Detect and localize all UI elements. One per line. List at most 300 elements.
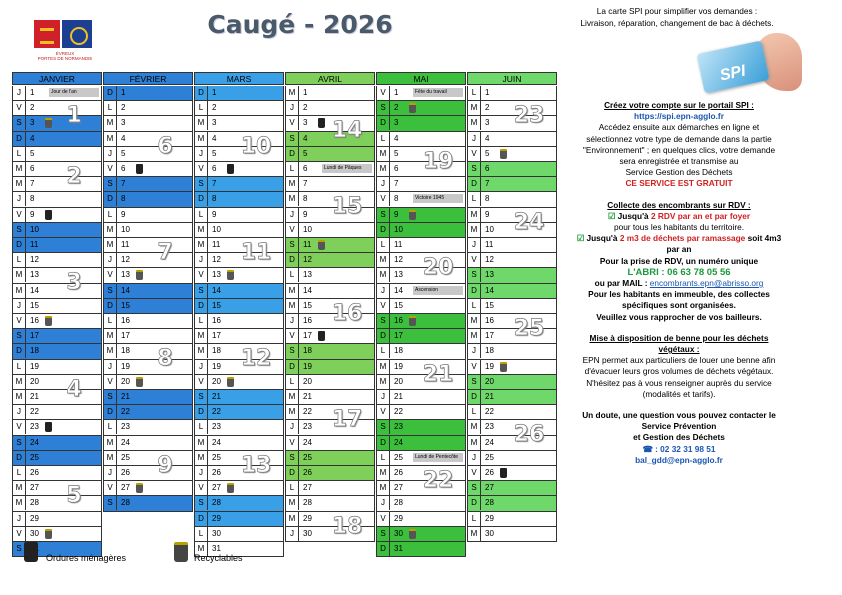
day-number: 14 [485, 285, 494, 295]
bulky-heading: Collecte des encombrants sur RDV : [607, 199, 751, 210]
day-row [12, 420, 102, 435]
week-number: 6 [157, 133, 173, 159]
day-row [285, 177, 375, 192]
weekday-letter: M [286, 496, 299, 510]
day-number: 15 [485, 300, 494, 310]
bulky-line-3: par an [666, 244, 692, 255]
day-number: 5 [121, 148, 126, 158]
day-row [12, 405, 102, 420]
day-row [285, 253, 375, 268]
weekday-letter: J [13, 192, 26, 206]
day-number: 29 [212, 513, 221, 523]
weekday-letter: D [286, 466, 299, 480]
day-row [103, 481, 193, 496]
day-row [194, 329, 284, 344]
day-number: 28 [212, 498, 221, 508]
spi-url-link[interactable]: https://spi.epn-agglo.fr [634, 111, 724, 122]
day-number: 1 [121, 88, 126, 97]
weekday-letter: V [468, 253, 481, 267]
weekday-letter: V [468, 466, 481, 480]
weekday-letter: S [195, 390, 208, 404]
day-row [285, 238, 375, 253]
day-number: 8 [212, 194, 217, 204]
day-number: 24 [485, 437, 494, 447]
weekday-letter: D [468, 284, 481, 298]
day-number: 5 [303, 148, 308, 158]
day-number: 18 [212, 346, 221, 356]
day-number: 20 [30, 376, 39, 386]
weekday-letter: M [377, 162, 390, 176]
day-number: 25 [485, 452, 494, 462]
day-row [103, 101, 193, 116]
day-number: 24 [121, 437, 130, 447]
day-number: 8 [485, 194, 490, 204]
day-row [467, 192, 557, 207]
day-number: 12 [394, 255, 403, 265]
day-number: 1 [303, 88, 308, 97]
day-row [12, 451, 102, 466]
day-number: 10 [394, 224, 403, 234]
day-row [467, 344, 557, 359]
day-row [376, 314, 466, 329]
day-row [285, 101, 375, 116]
day-number: 18 [485, 346, 494, 356]
day-number: 16 [30, 316, 39, 325]
day-row [194, 375, 284, 390]
weekday-letter: D [13, 451, 26, 465]
weekday-letter: V [195, 481, 208, 495]
recycling-bin-icon [45, 316, 52, 326]
day-row [12, 86, 102, 101]
day-row [103, 162, 193, 177]
day-number: 11 [394, 240, 403, 249]
weekday-letter: V [104, 481, 117, 495]
weekday-letter: M [286, 192, 299, 206]
day-number: 16 [303, 316, 312, 325]
day-row [467, 253, 557, 268]
month-header: JUIN [467, 72, 557, 85]
weekday-letter: S [104, 390, 117, 404]
weekday-letter: M [286, 405, 299, 419]
day-row [376, 344, 466, 359]
building-text-3: Veuillez vous rapprocher de vos bailleurs. [596, 311, 762, 322]
day-number: 6 [394, 164, 399, 173]
recycling-bin-icon [409, 529, 416, 539]
day-number: 5 [394, 148, 399, 158]
week-number: 13 [240, 452, 272, 478]
day-row [103, 375, 193, 390]
weekday-letter: J [104, 147, 117, 161]
day-number: 14 [394, 285, 403, 295]
day-row [103, 390, 193, 405]
green-text-2: d'évacuer leurs gros volumes de déchets végétaux. [584, 366, 774, 377]
weekday-letter: S [195, 177, 208, 191]
weekday-letter: L [195, 420, 208, 434]
day-row [103, 192, 193, 207]
weekday-letter: D [286, 253, 299, 267]
spi-card-image [698, 33, 806, 95]
day-row [12, 192, 102, 207]
weekday-letter: J [286, 314, 299, 328]
weekday-letter: V [377, 192, 390, 206]
day-row [194, 299, 284, 314]
day-number: 13 [485, 270, 494, 280]
logo-line-1: ÉVREUX [55, 51, 75, 56]
recycling-bin-icon [136, 483, 143, 493]
day-row [285, 268, 375, 283]
day-number: 26 [212, 468, 221, 477]
weekday-letter: S [468, 481, 481, 495]
day-number: 30 [303, 528, 312, 538]
weekday-letter: M [468, 223, 481, 237]
day-number: 1 [485, 88, 490, 97]
day-row [376, 223, 466, 238]
day-number: 31 [212, 544, 221, 553]
spi-text-1: Accédez ensuite aux démarches en ligne et [598, 122, 760, 133]
weekday-letter: S [195, 496, 208, 510]
weekday-letter: L [468, 405, 481, 419]
day-row [285, 436, 375, 451]
bulky-line-1 [566, 211, 792, 222]
day-row [103, 268, 193, 283]
weekday-letter: S [286, 344, 299, 358]
weekday-letter: M [377, 253, 390, 267]
week-number: 2 [66, 164, 82, 189]
week-number: 20 [422, 255, 454, 281]
day-row [103, 436, 193, 451]
day-number: 30 [394, 528, 403, 538]
weekday-letter: M [468, 329, 481, 343]
day-row [467, 481, 557, 496]
day-row [103, 329, 193, 344]
day-number: 11 [485, 240, 494, 249]
day-row [285, 344, 375, 359]
day-number: 8 [394, 194, 399, 204]
month-3 [285, 72, 375, 539]
day-row [467, 360, 557, 375]
day-number: 11 [303, 240, 312, 249]
day-number: 2 [212, 103, 217, 113]
day-number: 10 [485, 224, 494, 234]
day-row [194, 268, 284, 283]
day-number: 10 [30, 224, 39, 234]
day-row [285, 466, 375, 481]
day-number: 23 [121, 422, 130, 432]
day-row [467, 390, 557, 405]
weekday-letter: D [104, 86, 117, 100]
weekday-letter: M [195, 436, 208, 450]
day-number: 21 [212, 392, 221, 401]
day-number: 18 [121, 346, 130, 356]
bulky-line-1-post: pour tous les habitants du territoire. [613, 222, 745, 233]
day-number: 24 [303, 437, 312, 447]
weekday-letter: M [13, 177, 26, 191]
day-number: 3 [394, 118, 399, 128]
weekday-letter: J [468, 238, 481, 252]
weekday-letter: V [13, 420, 26, 434]
day-row [285, 390, 375, 405]
day-row [467, 496, 557, 511]
day-number: 25 [394, 452, 403, 462]
day-number: 13 [394, 270, 403, 280]
week-number: 24 [513, 209, 545, 235]
weekday-letter: D [13, 238, 26, 252]
day-number: 13 [121, 270, 130, 280]
checkbox-icon: ☑ [607, 210, 616, 221]
weekday-letter: M [468, 527, 481, 541]
day-row [285, 147, 375, 162]
household-bin-icon [24, 542, 38, 562]
day-row [467, 512, 557, 527]
day-row [376, 405, 466, 420]
day-row [194, 512, 284, 527]
household-bin-icon [227, 164, 234, 174]
day-row [103, 299, 193, 314]
weekday-letter: M [468, 101, 481, 115]
day-row [103, 405, 193, 420]
day-number: 2 [30, 103, 35, 113]
day-row [376, 86, 466, 101]
weekday-letter: L [13, 253, 26, 267]
weekday-letter: L [286, 162, 299, 176]
day-number: 24 [30, 437, 39, 447]
legend-recycling-label: Recyclables [194, 553, 243, 563]
day-row [467, 147, 557, 162]
day-number: 6 [30, 164, 35, 173]
weekday-letter: S [13, 223, 26, 237]
weekday-letter: J [195, 147, 208, 161]
spi-text-5: Service Gestion des Déchets [625, 167, 733, 178]
weekday-letter: S [377, 314, 390, 328]
day-number: 24 [212, 437, 221, 447]
day-number: 16 [394, 316, 403, 325]
day-row [376, 116, 466, 131]
day-number: 15 [121, 300, 130, 310]
day-number: 19 [212, 361, 221, 371]
week-number: 26 [513, 422, 545, 448]
day-row [376, 132, 466, 147]
day-row [376, 208, 466, 223]
day-number: 2 [394, 103, 399, 113]
weekday-letter: J [377, 496, 390, 510]
day-number: 2 [121, 103, 126, 113]
day-row [467, 177, 557, 192]
contact-email-link[interactable]: bal_gdd@epn-agglo.fr [635, 454, 723, 465]
green-heading-2: végétaux : [658, 344, 700, 355]
weekday-letter: M [468, 116, 481, 130]
day-number: 29 [394, 513, 403, 523]
weekday-letter: L [195, 208, 208, 222]
day-number: 19 [30, 361, 39, 371]
weekday-letter: J [286, 208, 299, 222]
day-number: 18 [303, 346, 312, 356]
day-number: 1 [212, 88, 217, 97]
weekday-letter: M [104, 451, 117, 465]
weekday-letter: M [377, 481, 390, 495]
day-row [285, 162, 375, 177]
weekday-letter: L [104, 101, 117, 115]
day-number: 9 [303, 209, 308, 219]
weekday-letter: S [13, 116, 26, 130]
weekday-letter: L [13, 360, 26, 374]
weekday-letter: S [377, 101, 390, 115]
day-row [285, 451, 375, 466]
day-number: 5 [212, 148, 217, 158]
day-row [194, 390, 284, 405]
spi-heading: Créez votre compte sur le portail SPI : [604, 100, 754, 110]
weekday-letter: V [13, 208, 26, 222]
weekday-letter: V [286, 329, 299, 343]
day-number: 20 [394, 376, 403, 386]
weekday-letter: M [286, 86, 299, 100]
page-title: Caugé - 2026 [207, 10, 393, 39]
recycling-bin-icon [227, 270, 234, 280]
day-row [194, 162, 284, 177]
day-number: 25 [121, 452, 130, 462]
week-number: 15 [331, 194, 363, 220]
recycling-bin-icon [409, 210, 416, 220]
day-number: 6 [485, 164, 490, 173]
weekday-letter: J [286, 420, 299, 434]
day-row [467, 238, 557, 253]
day-number: 22 [303, 407, 312, 417]
contact-phone[interactable]: ☎ : 02 32 31 98 51 [642, 443, 716, 454]
day-number: 23 [303, 422, 312, 432]
weekday-letter: V [468, 147, 481, 161]
day-row [285, 481, 375, 496]
day-number: 17 [303, 331, 312, 341]
recycling-bin-icon [45, 118, 52, 128]
day-number: 17 [394, 331, 403, 341]
day-row [194, 314, 284, 329]
day-number: 16 [485, 316, 494, 325]
day-row [194, 177, 284, 192]
day-row [194, 496, 284, 511]
recycling-bin-icon [318, 240, 325, 250]
weekday-letter: V [286, 223, 299, 237]
weekday-letter: J [13, 405, 26, 419]
weekday-letter: L [377, 132, 390, 146]
day-row [376, 284, 466, 299]
day-number: 10 [303, 224, 312, 234]
weekday-letter: M [286, 390, 299, 404]
day-number: 23 [485, 422, 494, 432]
day-number: 4 [121, 133, 126, 143]
day-number: 18 [394, 346, 403, 356]
day-number: 7 [303, 179, 308, 189]
day-row [194, 86, 284, 101]
day-number: 22 [394, 407, 403, 417]
month-header: FÉVRIER [103, 72, 193, 85]
day-number: 15 [30, 300, 39, 310]
weekday-letter: M [104, 223, 117, 237]
weekday-letter: V [104, 268, 117, 282]
day-row [285, 223, 375, 238]
day-number: 29 [485, 513, 494, 523]
weekday-letter: D [195, 405, 208, 419]
month-header: AVRIL [285, 72, 375, 85]
day-row [12, 147, 102, 162]
household-bin-icon [45, 422, 52, 432]
weekday-letter: M [377, 375, 390, 389]
weekday-letter: L [377, 238, 390, 252]
day-row [376, 451, 466, 466]
day-number: 20 [121, 376, 130, 386]
day-row [103, 496, 193, 511]
day-number: 28 [303, 498, 312, 508]
day-row [467, 162, 557, 177]
weekday-letter: M [13, 162, 26, 176]
day-number: 9 [394, 209, 399, 219]
weekday-letter: V [468, 360, 481, 374]
month-header: MARS [194, 72, 284, 85]
week-number: 19 [422, 148, 454, 174]
day-number: 3 [303, 118, 308, 128]
day-number: 21 [394, 392, 403, 401]
day-number: 8 [303, 194, 308, 204]
weekday-letter: V [377, 299, 390, 313]
weekday-letter: V [13, 314, 26, 328]
weekday-letter: J [286, 101, 299, 115]
green-text-3: N'hésitez pas à vous renseigner auprès du service [586, 377, 772, 388]
weekday-letter: L [104, 420, 117, 434]
weekday-letter: M [13, 496, 26, 510]
weekday-letter: S [377, 420, 390, 434]
day-number: 25 [303, 452, 312, 462]
day-number: 21 [303, 392, 312, 401]
weekday-letter: V [377, 512, 390, 526]
recycling-bin-icon [227, 377, 234, 387]
weekday-letter: M [104, 132, 117, 146]
green-text-1: EPN permet aux particuliers de louer une benne afin [582, 355, 776, 366]
spi-text-2: sélectionnez votre type de demande dans la partie [586, 133, 772, 144]
week-number: 17 [331, 407, 363, 433]
day-number: 26 [303, 468, 312, 477]
weekday-letter: M [104, 238, 117, 252]
week-number: 11 [240, 240, 272, 265]
weekday-letter: J [104, 466, 117, 480]
day-row [12, 329, 102, 344]
day-row [12, 223, 102, 238]
day-row [376, 512, 466, 527]
weekday-letter: L [377, 344, 390, 358]
day-row [467, 451, 557, 466]
day-row [194, 101, 284, 116]
day-row [194, 405, 284, 420]
weekday-letter: V [377, 405, 390, 419]
day-row [103, 223, 193, 238]
logo-line-2: PORTES DE NORMANDIE [37, 56, 93, 61]
weekday-letter: V [286, 436, 299, 450]
recycling-bin-icon [174, 542, 188, 562]
day-number: 14 [30, 285, 39, 295]
day-number: 7 [30, 179, 35, 189]
month-1 [103, 72, 193, 508]
week-number: 7 [157, 240, 173, 265]
weekday-letter: V [195, 162, 208, 176]
day-number: 10 [212, 224, 221, 234]
day-number: 18 [30, 346, 39, 356]
day-row [103, 314, 193, 329]
day-number: 10 [121, 224, 130, 234]
week-number: 25 [513, 316, 545, 341]
weekday-letter: S [377, 527, 390, 541]
weekday-letter: V [377, 86, 390, 100]
bulky-mail-link[interactable]: encombrants.epn@abrisso.org [649, 278, 764, 289]
day-row [194, 223, 284, 238]
day-row [12, 299, 102, 314]
day-number: 23 [212, 422, 221, 432]
